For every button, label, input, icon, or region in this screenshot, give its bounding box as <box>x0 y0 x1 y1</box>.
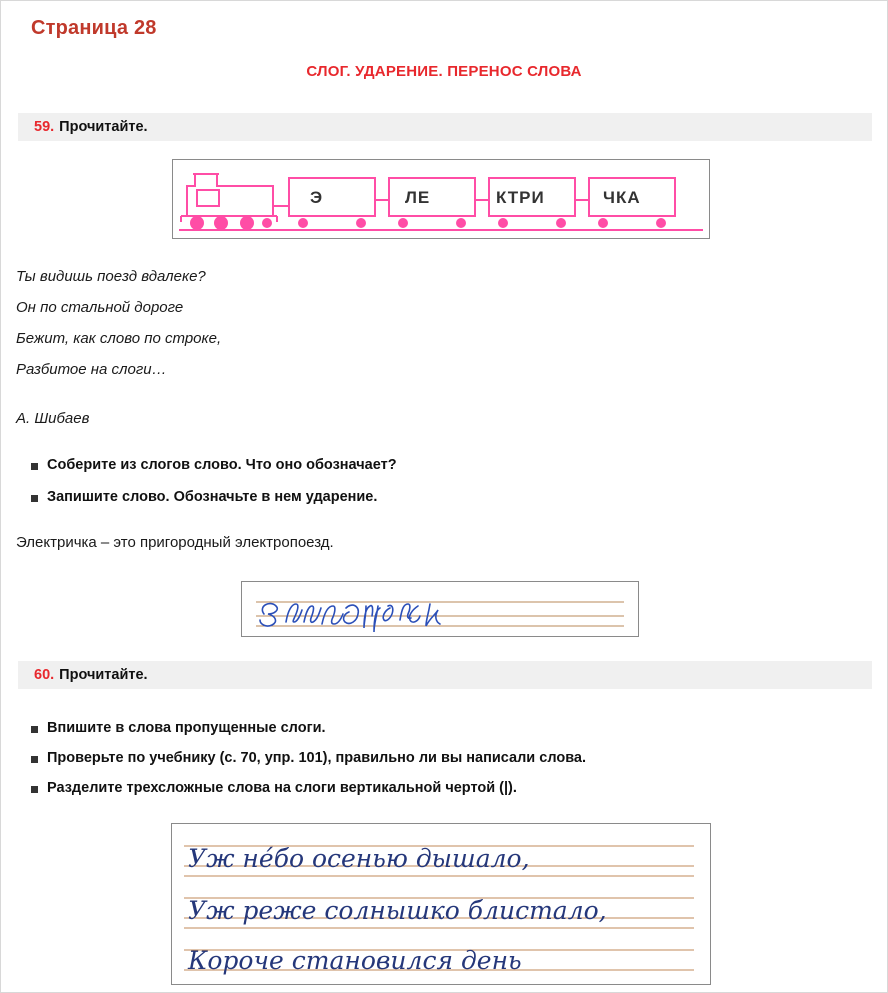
train-illustration-box <box>172 159 710 239</box>
ruled-lines-1 <box>242 582 638 636</box>
train-syllable-3: КТРИ <box>496 188 545 207</box>
poem-line-4: Разбитое на слоги… <box>16 361 167 378</box>
exercise-59-title: Прочитайте. <box>59 119 148 135</box>
handwritten-line-3: Короче становился день <box>188 946 522 975</box>
exercise-60-task-2: Проверьте по учебнику (с. 70, упр. 101), правильно ли вы написали слова. <box>27 750 586 766</box>
exercise-60-number: 60. <box>34 667 55 683</box>
train-syllable-2: ЛЕ <box>405 188 431 207</box>
definition-text: Электричка – это пригородный электропоезд. <box>16 534 334 551</box>
poem-line-1: Ты видишь поезд вдалеке? <box>16 268 206 285</box>
handwritten-line-1: Уж не́бо осенью дышало, <box>188 844 530 873</box>
train-syllable-1: Э <box>310 188 324 207</box>
page-title: Страница 28 <box>31 17 157 39</box>
exercise-59-task-1: Соберите из слогов слово. Что оно обозначает? <box>27 457 397 473</box>
answer-box-poem-lines[interactable] <box>171 823 711 985</box>
poem-line-3: Бежит, как слово по строке, <box>16 330 222 347</box>
exercise-60-title: Прочитайте. <box>59 667 148 683</box>
exercise-60-task-3: Разделите трехсложные слова на слоги вертикальной чертой (|). <box>27 780 517 796</box>
poem-author: А. Шибаев <box>16 410 90 427</box>
exercise-59-number: 59. <box>34 119 55 135</box>
train-syllable-4: ЧКА <box>603 188 641 207</box>
poem-line-2: Он по стальной дороге <box>16 299 184 316</box>
exercise-59-task-2: Запишите слово. Обозначьте в нем ударение. <box>27 489 377 505</box>
answer-box-electrichka[interactable] <box>241 581 639 637</box>
exercise-60-task-1: Впишите в слова пропущенные слоги. <box>27 720 326 736</box>
exercise-59-header <box>18 113 872 141</box>
exercise-60-header <box>18 661 872 689</box>
section-title: СЛОГ. УДАРЕНИЕ. ПЕРЕНОС СЛОВА <box>306 63 582 80</box>
handwritten-line-2: Уж реже солнышко блистало, <box>188 896 607 925</box>
